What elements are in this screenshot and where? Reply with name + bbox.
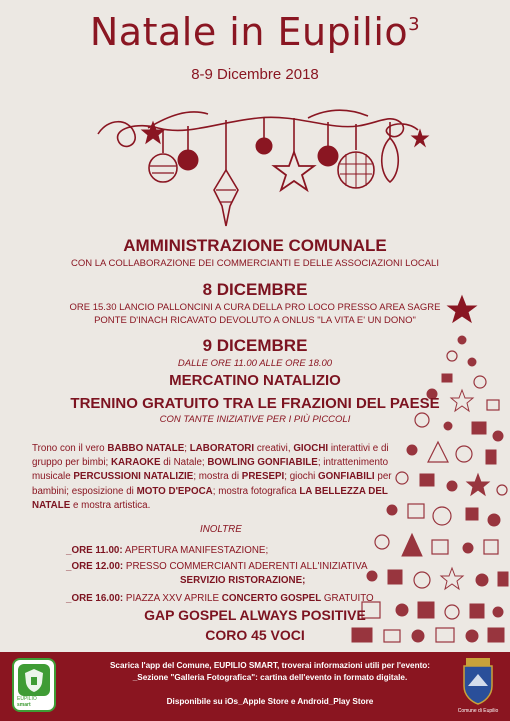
event-dates: 8-9 Dicembre 2018 (191, 66, 319, 83)
schedule-text: PRESSO COMMERCIANTI ADERENTI ALL'INIZIATIVA (123, 561, 368, 572)
desc-highlight: LABORATORI (189, 443, 255, 454)
desc-text: ; mostra fotografica (212, 485, 300, 497)
desc-text: ; (184, 443, 190, 454)
desc-text: ; giochi (284, 471, 319, 483)
desc-highlight: BABBO NATALE (107, 443, 185, 454)
desc-text: ; mostra di (193, 471, 242, 483)
poster-title (0, 10, 510, 54)
desc-text: per bambini; esposizione di (32, 471, 392, 497)
schedule-text: GRATUITO (321, 593, 374, 604)
desc-text: creativi, (254, 443, 294, 454)
desc-highlight: GONFIABILI (318, 471, 375, 483)
crest-label: Comune di Eupilio (457, 708, 499, 714)
desc-text: e mostra artistica. (70, 499, 151, 511)
schedule-text: PIAZZA XXV APRILE (123, 593, 222, 604)
schedule-text: SERVIZIO RISTORAZIONE; (180, 575, 306, 586)
desc-highlight: PERCUSSIONI NATALIZIE (73, 471, 194, 483)
schedule-item (66, 593, 374, 604)
schedule-item (66, 561, 367, 572)
day1-line1: ORE 15.30 LANCIO PALLONCINI A CURA DELLA PRO LOCO PRESSO AREA SAGRE (69, 302, 441, 313)
gospel-group-name: GAP GOSPEL ALWAYS POSITIVE (144, 607, 366, 623)
schedule-item (66, 545, 268, 556)
mercatino-heading: MERCATINO NATALIZIO (169, 372, 341, 389)
schedule-text: APERTURA MANIFESTAZIONE; (122, 545, 269, 556)
desc-highlight: PRESEPI (241, 471, 285, 483)
desc-text: Trono con il vero (32, 443, 108, 454)
choir-label: CORO 45 VOCI (205, 627, 305, 643)
day1-heading: 8 DICEMBRE (202, 280, 308, 299)
schedule-highlight: CONCERTO GOSPEL (221, 593, 322, 604)
desc-highlight: BOWLING GONFIABILE (207, 457, 318, 469)
desc-highlight: KARAOKE (110, 457, 161, 469)
app-name-bottom: smart (17, 702, 31, 708)
desc-text: interattivi e di gruppo per bimbi; (32, 443, 389, 469)
inoltre-label: INOLTRE (200, 524, 242, 535)
desc-highlight: MOTO D'EPOCA (136, 485, 213, 497)
activities-description (32, 442, 392, 513)
desc-highlight: LA BELLEZZA DEL NATALE (32, 485, 388, 511)
shield-icon (18, 664, 50, 696)
app-icon-badge (18, 664, 50, 696)
municipality-crest-icon (458, 656, 498, 706)
schedule-time: _ORE 16.00: (66, 593, 124, 604)
footer-line1: Scarica l'app del Comune, EUPILIO SMART, troverai informazioni utili per l'evento: (109, 661, 431, 670)
title-text: Natale in Eupilio (89, 10, 409, 54)
day2-heading: 9 DICEMBRE (202, 336, 308, 355)
trenino-heading: TRENINO GRATUITO TRA LE FRAZIONI DEL PAESE (70, 395, 440, 412)
hanging-ornaments-illustration (78, 78, 438, 236)
footer-line3: Disponibile su iOs_Apple Store e Android_Play Store (166, 697, 374, 706)
trenino-subheading: CON TANTE INIZIATIVE PER I PIÙ PICCOLI (159, 414, 351, 425)
schedule-time: _ORE 12.00: (66, 561, 124, 572)
footer-line2: _Sezione "Galleria Fotografica": cartina dell'evento in formato digitale. (132, 673, 408, 682)
day1-line2: PONTE D'INACH RICAVATO DEVOLUTO A ONLUS "LA VITA E' UN DONO" (94, 315, 416, 326)
schedule-item (180, 575, 305, 586)
desc-highlight: GIOCHI (293, 443, 329, 454)
day2-hours: DALLE ORE 11.00 ALLE ORE 18.00 (177, 358, 333, 369)
administration-subheading: CON LA COLLABORAZIONE DEI COMMERCIANTI E DELLE ASSOCIAZIONI LOCALI (71, 258, 439, 269)
desc-text: ; intrattenimento musicale (32, 457, 389, 483)
schedule-time: _ORE 11.00: (66, 545, 123, 556)
desc-text: di Natale; (160, 457, 208, 469)
title-superscript: 3 (408, 14, 421, 35)
app-name-top: EUPILIO (17, 696, 37, 702)
administration-heading: AMMINISTRAZIONE COMUNALE (123, 236, 387, 255)
